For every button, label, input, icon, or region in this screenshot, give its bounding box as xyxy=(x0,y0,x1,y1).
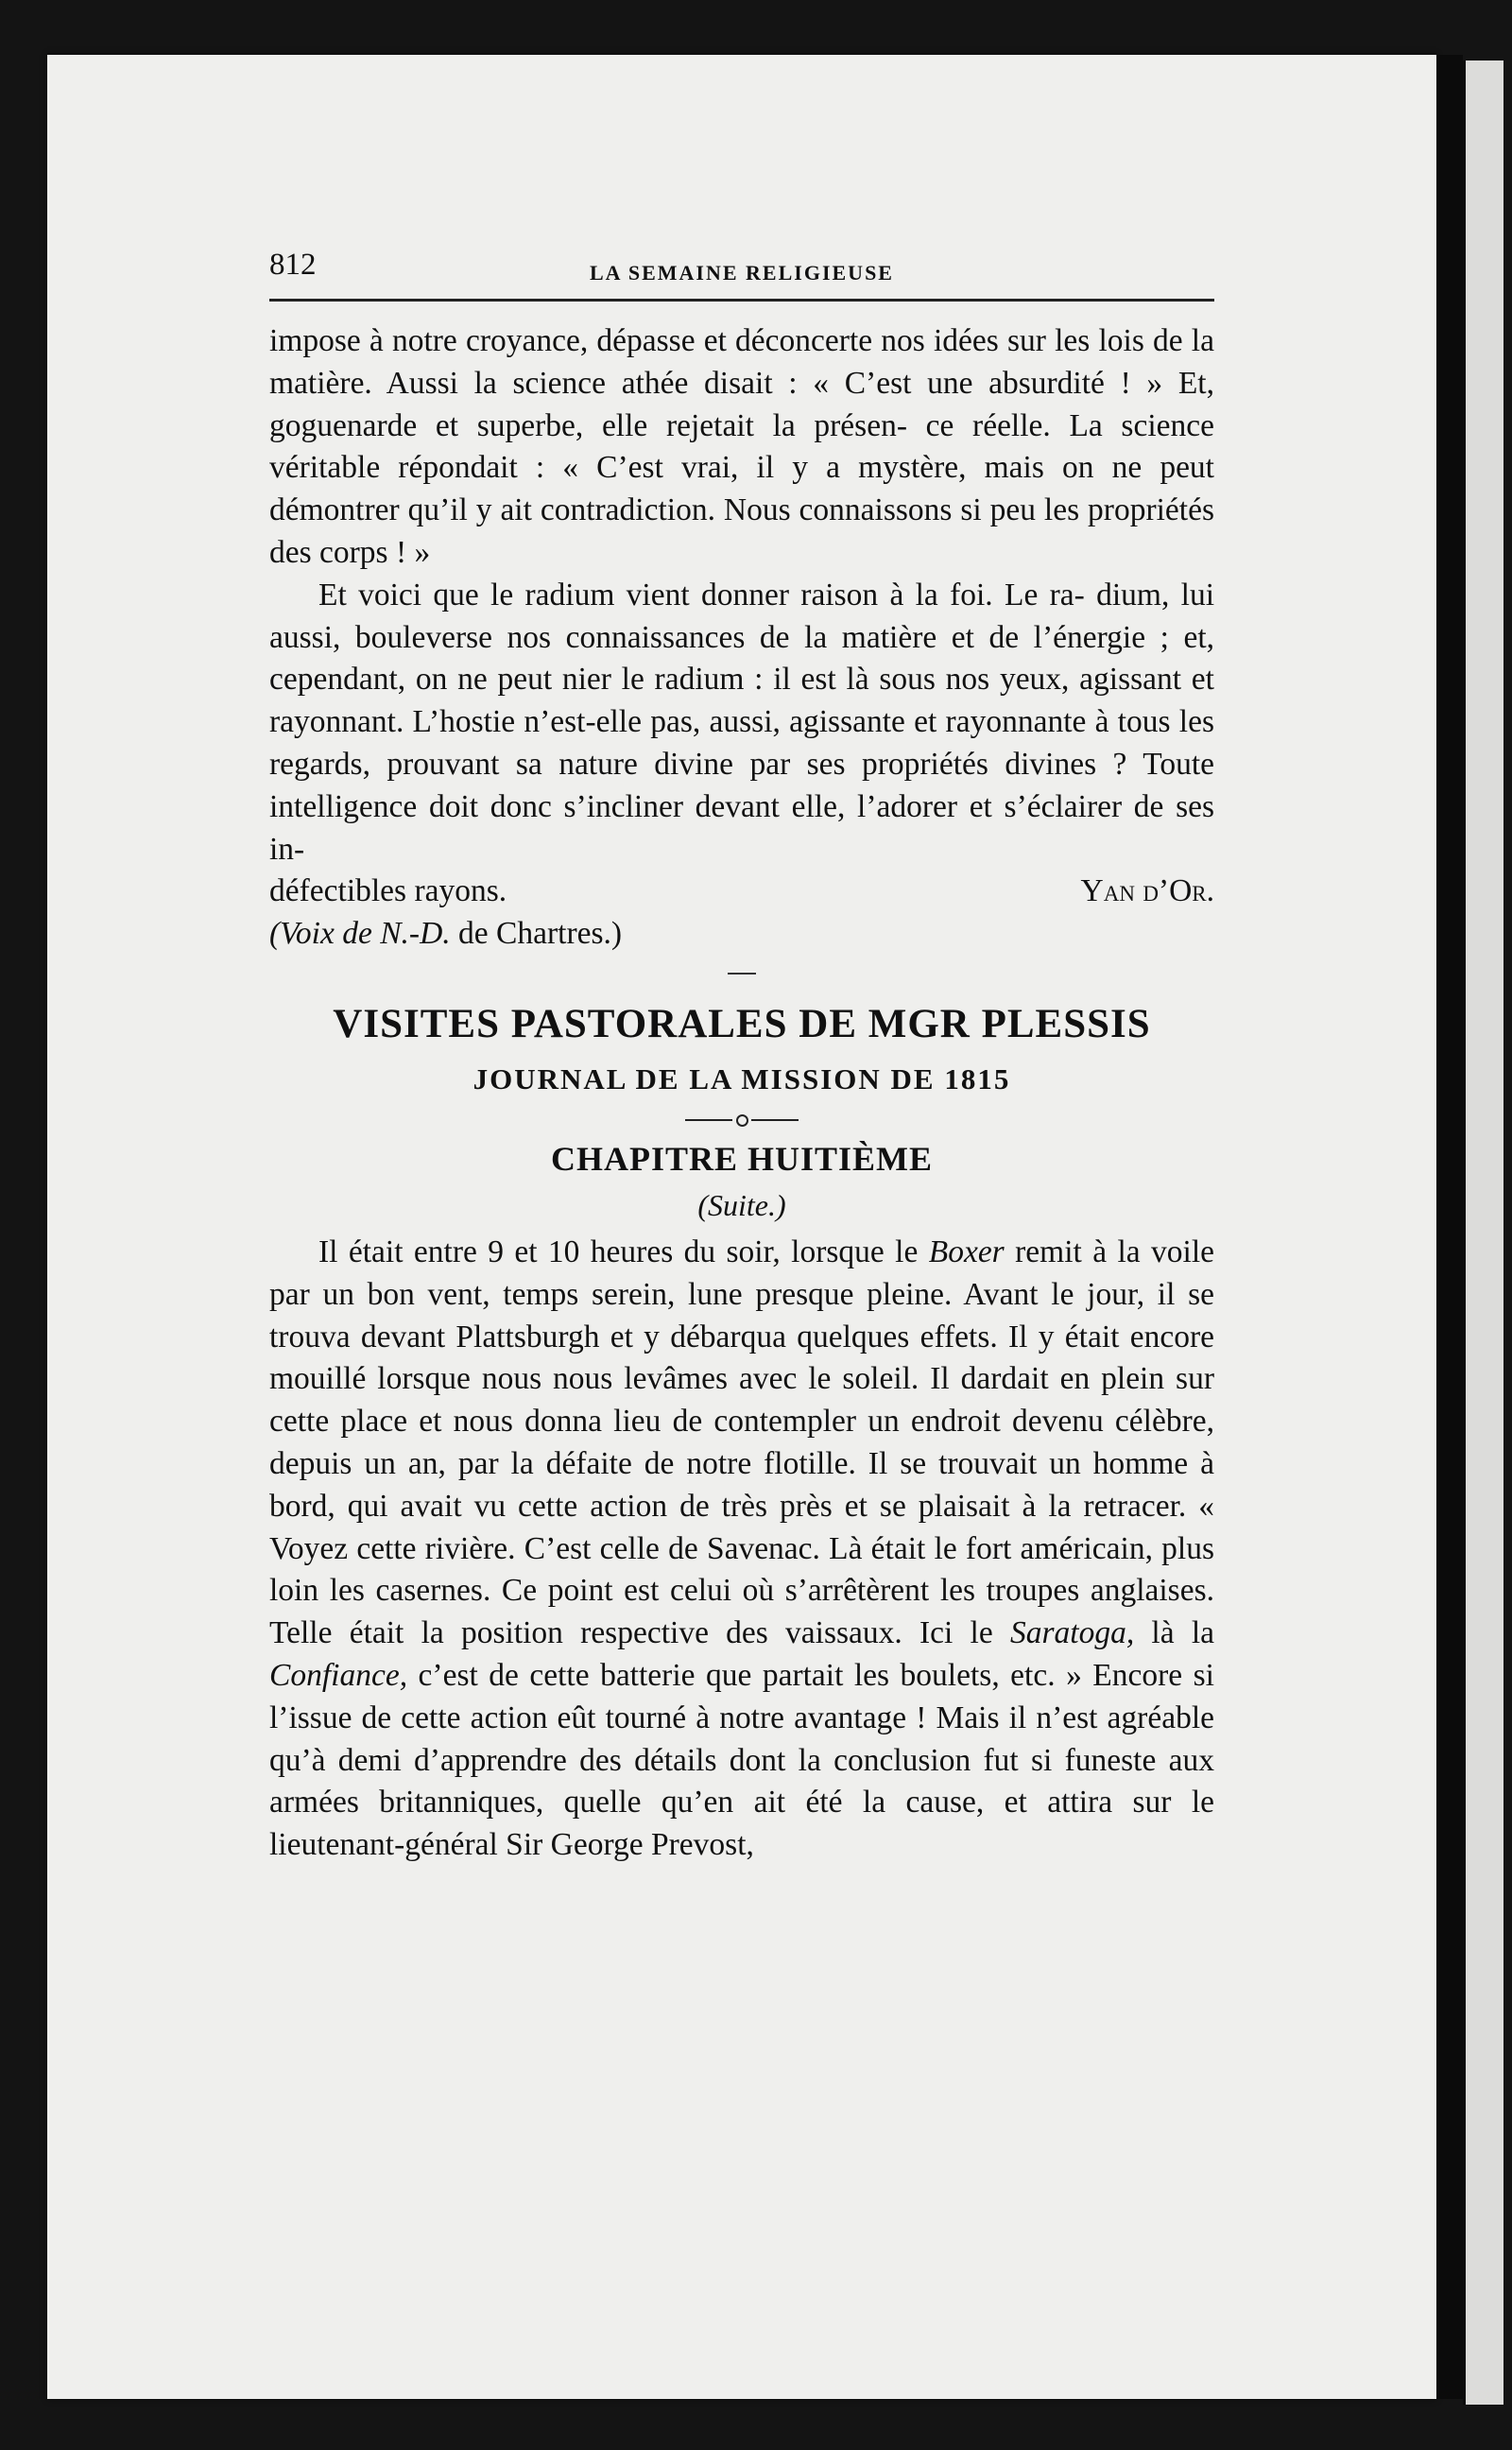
ship-name-saratoga: Saratoga, xyxy=(1009,1615,1135,1651)
text-line: impose à notre croyance, dépasse et déconcerte nos idées sur xyxy=(269,323,1056,358)
text-line: nature divine par ses propriétés divines ? Toute intelligence xyxy=(269,746,1215,824)
article-radium xyxy=(269,320,1214,956)
ornament-line xyxy=(751,1119,799,1121)
text-line: de l’énergie ; et, cependant, on ne peut nier le radium : il est xyxy=(269,619,1215,698)
page-number: 812 xyxy=(269,248,317,282)
text-line: Et voici que le radium vient donner raison à la foi. Le ra- xyxy=(318,577,1085,612)
text-run: remit à la voile par un bon vent, temps serein, lune presque pleine. Avant le jour, il se trouva devant Plattsburgh et y débarqua quelques effets. Il y était encore mouillé lorsque nous nous levâmes avec le soleil. Il dardait en plein sur cette place et nous donna lieu de contempler un endroit devenu célèbre, depuis un an, par la défaite de notre flotille. Il se trouvait un homme à bord, qui avait vu cette action de très près et se plaisait à la retracer. « Voyez cette rivière. C’est celle de Savenac. Là était le fort américain, plus loin les casernes. Ce point est celui où s’arrêtèrent les troupes anglaises. Telle était la position respective des vaissaux. Ici le xyxy=(269,1234,1214,1651)
section-subtitle: JOURNAL DE LA MISSION DE 1815 xyxy=(472,1061,1011,1096)
page-gutter xyxy=(1436,55,1463,2399)
chapter-note: (Suite.) xyxy=(697,1187,786,1222)
text-line: les lois de la matière. Aussi la science athée disait : « C’est une xyxy=(269,323,1214,401)
text-line: ce réelle. La science véritable répondait : « C’est vrai, il y a xyxy=(269,407,1214,486)
text-run: c’est de cette batterie que partait les boulets, etc. » Encore si l’issue de cette action eût tourné à notre avantage ! Mais il n’est agréable qu’à demi d’apprendre des détails dont la conclusion fut si funeste aux armées britanniques, quelle qu’en ait été la cause, et attira sur le lieutenant-général Sir George Prevost, xyxy=(269,1657,1214,1863)
section-title: VISITES PASTORALES DE MGR PLESSIS xyxy=(333,1001,1151,1046)
text-line: défectibles rayons. xyxy=(269,873,507,909)
text-line: Nous connaissons si peu les propriétés des corps ! » xyxy=(269,492,1214,570)
text-line: doit donc s’incliner devant elle, l’adorer et s’éclairer de ses in- xyxy=(269,788,1215,867)
text-run: là la xyxy=(1134,1615,1214,1651)
signature-line xyxy=(269,871,1214,913)
text-run: Il était entre 9 et 10 heures du soir, lorsque le xyxy=(318,1234,929,1269)
text-line: là sous nos yeux, agissant et rayonnant. L’hostie n’est-elle pas, xyxy=(269,662,1214,740)
section-divider xyxy=(728,973,756,975)
source-rest: de Chartres.) xyxy=(450,916,623,952)
text-line: absurdité ! » Et, goguenarde et superbe, elle rejetait la présen- xyxy=(269,365,1214,443)
source-citation xyxy=(269,913,1214,956)
text-line: aussi, agissante et rayonnante à tous les regards, prouvant sa xyxy=(269,704,1214,782)
source-open: ( xyxy=(269,916,281,952)
paragraph xyxy=(269,575,1214,871)
ship-name-boxer: Boxer xyxy=(928,1234,1005,1269)
ornament-circle xyxy=(736,1114,748,1127)
article-visites xyxy=(269,999,1214,1867)
page-header xyxy=(269,248,1214,291)
ornament-line xyxy=(685,1119,732,1121)
paragraph xyxy=(269,320,1214,575)
chapter-title: CHAPITRE HUITIÈME xyxy=(550,1139,934,1178)
facing-page-edge xyxy=(1463,60,1503,2405)
author-name: Yan d’Or. xyxy=(1080,873,1214,909)
text-line: dium, lui aussi, bouleverse nos connaissances de la matière et xyxy=(269,577,1215,655)
ship-name-confiance: Confiance, xyxy=(269,1657,408,1693)
paragraph xyxy=(269,1232,1214,1867)
header-rule xyxy=(269,299,1214,302)
page-content xyxy=(269,248,1214,1867)
ornament-divider xyxy=(685,1109,799,1131)
running-title: LA SEMAINE RELIGIEUSE xyxy=(590,261,894,285)
text-line: mystère, mais on ne peut démontrer qu’il y ait contradiction. xyxy=(269,450,1214,528)
source-title: Voix de N.-D. xyxy=(280,916,451,952)
